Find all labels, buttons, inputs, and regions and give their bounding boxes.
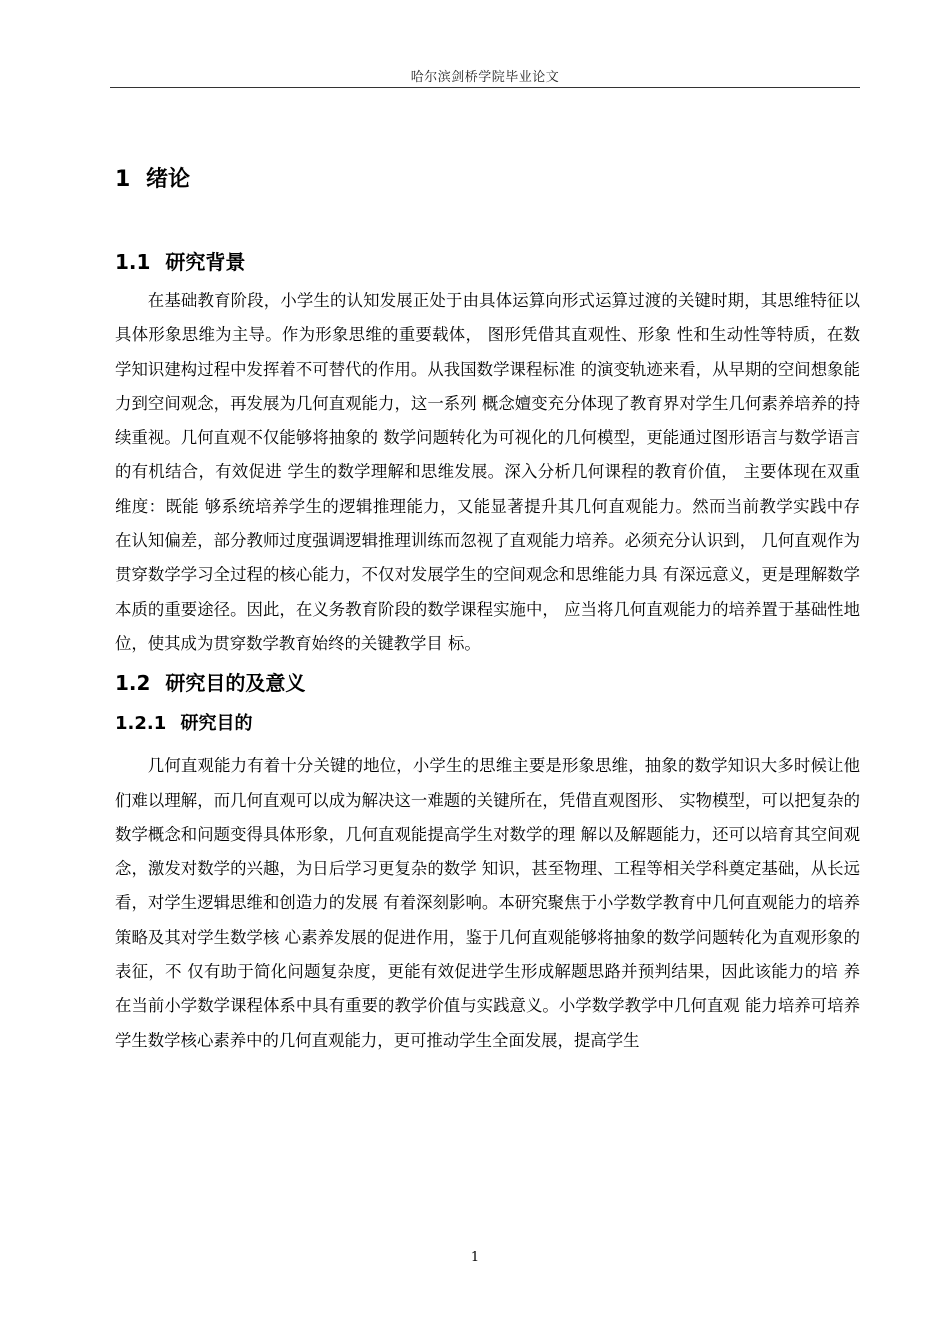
section-title-1-2 <box>115 665 860 701</box>
purpose-paragraph: 几何直观能力有着十分关键的地位，小学生的思维主要是形象思维，抽象的数学知识大多时候让他们难以理解，而几何直观可以成为解决这一难题的关键所在，凭借直观图形、 实物模型，可以把复杂的数学概念和问题变得具体形象，几何直观能提高学生对数学的理 解以及解题能力，还可以培育其空间观念，激发对数学的兴趣，为日后学习更复杂的数学 知识，甚至物理、工程等相关学科奠定基础，从长远看，对学生逻辑思维和创造力的发展 有着深刻影响。本研究聚焦于小学数学教育中几何直观能力的培养策略及其对学生数学核 心素养发展的促进作用，鉴于几何直观能够将抽象的数学问题转化为直观形象的表征，不 仅有助于简化问题复杂度，更能有效促进学生形成解题思路并预判结果，因此该能力的培 养在当前小学数学课程体系中具有重要的教学价值与实践意义。小学数学教学中几何直观 能力培养可培养学生数学核心素养中的几何直观能力，更可推动学生全面发展，提高学生 <box>115 756 860 1050</box>
section-title-text: 研究目的及意义 <box>165 671 306 696</box>
spacer <box>115 200 860 244</box>
section-number: 1.1 <box>115 250 151 274</box>
page-number: 1 <box>470 1250 480 1265</box>
header-rule <box>110 87 860 88</box>
section-title-text: 研究背景 <box>165 250 246 274</box>
chapter-title-text: 绪论 <box>145 167 190 192</box>
subsection-title-1-2-1 <box>115 707 860 741</box>
subsection-number: 1.2.1 <box>115 713 167 735</box>
chapter-number: 1 <box>115 167 131 192</box>
chapter-title <box>115 160 860 200</box>
page-header: 哈尔滨剑桥学院毕业论文 <box>410 70 560 85</box>
background-paragraph: 在基础教育阶段，小学生的认知发展正处于由具体运算向形式运算过渡的关键时期，其思维特征以具体形象思维为主导。作为形象思维的重要载体， 图形凭借其直观性、形象 性和生动性等特质，在数学知识建构过程中发挥着不可替代的作用。从我国数学课程标准 的演变轨迹来看，从早期的空间想象能力到空间观念，再发展为几何直观能力，这一系列 概念嬗变充分体现了教育界对学生几何素养培养的持续重视。几何直观不仅能够将抽象的 数学问题转化为可视化的几何模型，更能通过图形语言与数学语言的有机结合，有效促进 学生的数学理解和思维发展。深入分析几何课程的教育价值， 主要体现在双重维度：既能 够系统培养学生的逻辑推理能力，又能显著提升其几何直观能力。然而当前教学实践中存 在认知偏差，部分教师过度强调逻辑推理训练而忽视了直观能力培养。必须充分认识到， 几何直观作为贯穿数学学习全过程的核心能力，不仅对发展学生的空间观念和思维能力具 有深远意义，更是理解数学本质的重要途径。因此，在义务教育阶段的数学课程实施中， 应当将几何直观能力的培养置于基础性地位，使其成为贯穿数学教育始终的关键教学目 标。 <box>115 291 860 653</box>
section-number: 1.2 <box>115 671 151 696</box>
section-title-1-1 <box>115 244 860 280</box>
subsection-title-text: 研究目的 <box>180 713 253 735</box>
main-content <box>115 160 860 1058</box>
